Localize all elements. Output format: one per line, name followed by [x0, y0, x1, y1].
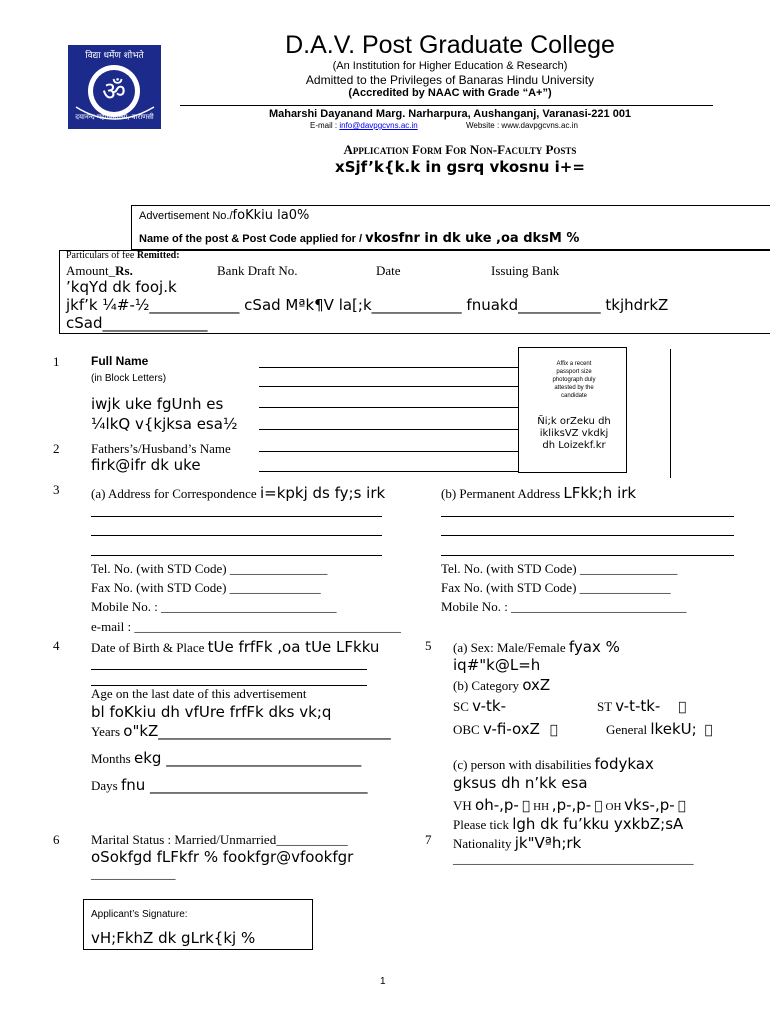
page-number: 1 — [380, 976, 386, 987]
college-name: D.A.V. Post Graduate College — [285, 31, 615, 59]
perm-address-line-3[interactable] — [441, 555, 734, 556]
q2-number: 2 — [53, 441, 60, 456]
college-subtitle: (An Institution for Higher Education & Research) — [332, 60, 568, 72]
sex-options-hindi: iq#"k@L=h — [453, 656, 541, 674]
category-sc[interactable]: SC v-tk- — [453, 697, 507, 715]
svg-text:ॐ: ॐ — [102, 77, 126, 107]
age-label: Age on the last date of this advertisement — [91, 686, 307, 701]
q1-number: 1 — [53, 354, 60, 369]
header-divider — [180, 105, 713, 106]
father-name-label: Fathers’s/Husband’s Name — [91, 441, 231, 456]
email-line: E-mail : info@davpgcvns.ac.in — [310, 121, 418, 130]
marital-status-hindi: oSokfgd fLFkfr % fookfgr@vfookfgr — [91, 848, 354, 866]
dob-label: Date of Birth & Place tUe frfFk ,oa tUe LFkku — [91, 638, 380, 656]
photo-instruction-hindi: Ñi;k orZeku dh ikliksVZ vkdkj dh Loizekf.kr — [537, 416, 611, 451]
corr-email[interactable]: e-mail : _________________________________________ — [91, 619, 401, 634]
college-logo — [68, 45, 161, 129]
father-name-hindi: firk@ifr dk uke — [91, 456, 201, 474]
logo-hindi-name: दयानन्द महाविद्यालय, वाराणसी — [75, 113, 154, 121]
correspondence-address-label: (a) Address for Correspondence i=kpkj ds fy;s irk — [91, 484, 386, 502]
tick-instruction: Please tick lgh dk fu’kku yxkbZ;sA — [453, 815, 684, 833]
corr-tel[interactable]: Tel. No. (with STD Code) _______________ — [91, 561, 328, 576]
disability-options[interactable]: VH oh-,p- HH ,p-,p- OH vks-,p- — [453, 796, 686, 814]
nationality-blank[interactable]: _____________________________________ — [453, 851, 694, 866]
father-name-input-line-2[interactable] — [259, 471, 518, 472]
full-name-input-line-2[interactable] — [259, 386, 518, 387]
full-name-hindi-input-line-2[interactable] — [259, 429, 518, 430]
full-name-label: Full Name — [91, 354, 149, 368]
full-name-hindi-note: ¼lkQ v{kjksa esa½ — [91, 415, 238, 433]
corr-address-line-1[interactable] — [91, 516, 382, 517]
perm-fax[interactable]: Fax No. (with STD Code) ______________ — [441, 580, 671, 595]
advertisement-no: Advertisement No./foKkiu la0% — [139, 208, 310, 223]
general-checkbox[interactable] — [705, 723, 713, 738]
dob-input-line-1[interactable] — [91, 669, 367, 670]
perm-tel[interactable]: Tel. No. (with STD Code) _______________ — [441, 561, 678, 576]
age-months[interactable]: Months ekg __________________________ — [91, 749, 362, 767]
perm-mobile[interactable]: Mobile No. : ___________________________ — [441, 599, 687, 614]
disability-label: (c) person with disabilities fodykax — [453, 755, 654, 773]
oh-checkbox[interactable] — [678, 799, 686, 814]
category-general[interactable]: General lkekU; — [606, 720, 712, 738]
right-margin-line — [670, 349, 671, 478]
sex-label: (a) Sex: Male/Female fyax % — [453, 638, 620, 656]
q5-number: 5 — [425, 638, 432, 653]
vh-checkbox[interactable] — [522, 799, 530, 814]
email-link[interactable]: info@davpgcvns.ac.in — [339, 121, 418, 130]
full-name-input-line-1[interactable] — [259, 367, 518, 368]
q4-number: 4 — [53, 638, 60, 653]
age-label-hindi: bl foKkiu dh vfUre frfFk dks vk;q — [91, 703, 332, 721]
college-address: Maharshi Dayanand Marg. Narharpura, Aushanganj, Varanasi-221 001 — [268, 108, 632, 120]
father-name-input-line-1[interactable] — [259, 451, 518, 452]
perm-address-line-1[interactable] — [441, 516, 734, 517]
marital-status-blank[interactable]: _____________ — [91, 866, 176, 881]
q6-number: 6 — [53, 832, 60, 847]
corr-fax[interactable]: Fax No. (with STD Code) ______________ — [91, 580, 321, 595]
bhu-affiliation: Admitted to the Privileges of Banaras Hindu University — [305, 73, 595, 87]
nationality-label: Nationality jk"Vªh;rk — [453, 834, 582, 852]
fee-date-label: Date — [376, 263, 401, 278]
fee-bank-label: Issuing Bank — [491, 263, 560, 278]
q3-number: 3 — [53, 482, 60, 497]
marital-status-label[interactable]: Marital Status : Married/Unmarried___________ — [91, 832, 348, 847]
website-line: Website : www.davpgcvns.ac.in — [466, 121, 578, 130]
corr-address-line-2[interactable] — [91, 535, 382, 536]
disability-label-hindi: gksus dh n’kk esa — [453, 774, 588, 792]
form-title-hindi: xSjf’k{k.k in gsrq vkosnu i+= — [335, 158, 585, 176]
age-days[interactable]: Days fnu _____________________________ — [91, 776, 368, 794]
fee-hindi-title: ’kqYd dk fooj.k — [66, 278, 177, 296]
fee-hindi-fields[interactable]: jkf’k ¼#-½____________ cSad Mªk¶V la[;k____________ fnuakd___________ tkjhdrkZ — [66, 296, 669, 314]
category-label: (b) Category oxZ — [453, 676, 551, 694]
permanent-address-label: (b) Permanent Address LFkk;h irk — [441, 484, 637, 502]
full-name-sublabel: (in Block Letters) — [91, 373, 167, 384]
category-obc[interactable]: OBC v-fi-oxZ — [453, 720, 558, 738]
st-checkbox[interactable] — [678, 700, 686, 715]
fee-title: Particulars of fee Remitted: — [66, 250, 180, 261]
age-years[interactable]: Years o"kZ_______________________________ — [91, 722, 391, 740]
form-title: Application Form For Non-Faculty Posts — [343, 142, 577, 157]
obc-checkbox[interactable] — [550, 723, 558, 738]
full-name-hindi: iwjk uke fgUnh es — [91, 395, 224, 413]
q7-number: 7 — [425, 832, 432, 847]
fee-amount-label: Amount_Rs. — [66, 263, 133, 278]
signature-label-hindi: vH;FkhZ dk gLrk{kj % — [91, 929, 256, 947]
perm-address-line-2[interactable] — [441, 535, 734, 536]
category-st[interactable]: ST v-t-tk- — [597, 697, 686, 715]
full-name-hindi-input-line-1[interactable] — [259, 407, 518, 408]
fee-hindi-bank[interactable]: cSad______________ — [66, 314, 208, 332]
signature-label: Applicant’s Signature: — [91, 909, 188, 920]
fee-draft-label: Bank Draft No. — [217, 263, 298, 278]
naac-accreditation: (Accredited by NAAC with Grade “A+”) — [348, 87, 552, 99]
post-name-code: Name of the post & Post Code applied for / vkosfnr in dk uke ,oa dksM % — [139, 231, 580, 246]
corr-address-line-3[interactable] — [91, 555, 382, 556]
photo-instruction: Affix a recent passport size photograph duly attested by the candidate — [552, 361, 596, 399]
hh-checkbox[interactable] — [594, 799, 602, 814]
logo-motto: विद्या धर्मेण शोभते — [85, 51, 144, 61]
corr-mobile[interactable]: Mobile No. : ___________________________ — [91, 599, 337, 614]
